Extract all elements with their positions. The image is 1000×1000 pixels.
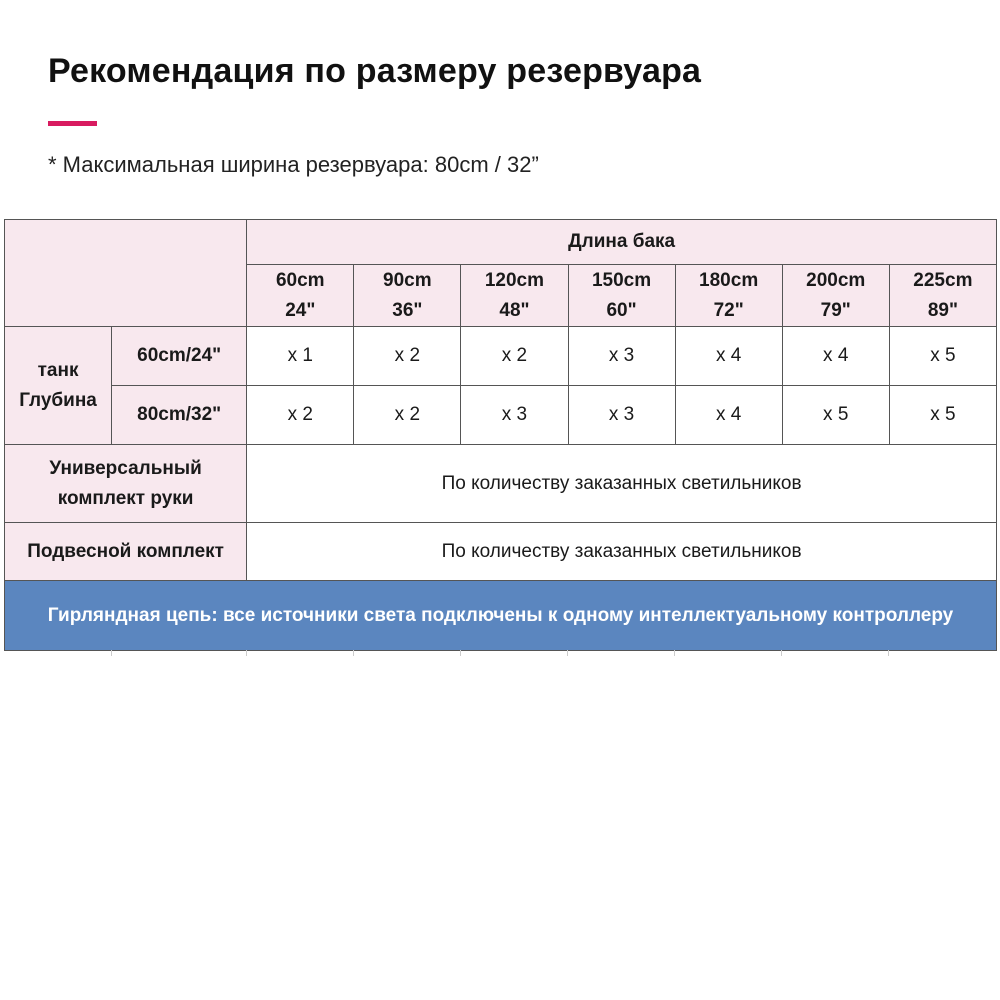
length-header: Длина бака: [247, 220, 997, 265]
quantity-cell: x 1: [247, 327, 354, 386]
arm-kit-value: По количеству заказанных светильников: [247, 445, 997, 523]
length-col-header: 60cm 24": [247, 265, 354, 327]
quantity-cell: x 2: [461, 327, 568, 386]
quantity-cell: x 2: [247, 386, 354, 445]
title-accent-bar: [48, 121, 97, 126]
quantity-cell: x 3: [568, 386, 675, 445]
quantity-cell: x 2: [354, 327, 461, 386]
hanging-kit-label: Подвесной комплект: [5, 523, 247, 581]
table-row: [5, 445, 997, 523]
quantity-cell: x 3: [568, 327, 675, 386]
length-col-header: 120cm 48": [461, 265, 568, 327]
daisy-chain-banner: Гирляндная цепь: все источники света подключены к одному интеллектуальному контроллеру: [5, 581, 997, 651]
table-row: [5, 386, 997, 445]
grid-tail: [4, 650, 997, 656]
max-width-note: * Максимальная ширина резервуара: 80cm / 32”: [48, 152, 539, 177]
table-row: [5, 523, 997, 581]
corner-cell: [5, 220, 247, 327]
length-col-header: 90cm 36": [354, 265, 461, 327]
quantity-cell: x 4: [675, 386, 782, 445]
quantity-cell: x 3: [461, 386, 568, 445]
length-col-header: 150cm 60": [568, 265, 675, 327]
quantity-cell: x 4: [782, 327, 889, 386]
length-col-header: 180cm 72": [675, 265, 782, 327]
tank-size-table: [4, 219, 997, 651]
page-title: Рекомендация по размеру резервуара: [48, 52, 702, 90]
quantity-cell: x 5: [889, 327, 996, 386]
depth-value: 80cm/32": [112, 386, 247, 445]
arm-kit-label: Универсальный комплект руки: [5, 445, 247, 523]
tank-depth-label: танк Глубина: [5, 327, 112, 445]
table-row: [5, 327, 997, 386]
length-col-header: 225cm 89": [889, 265, 996, 327]
quantity-cell: x 2: [354, 386, 461, 445]
depth-value: 60cm/24": [112, 327, 247, 386]
quantity-cell: x 5: [889, 386, 996, 445]
length-col-header: 200cm 79": [782, 265, 889, 327]
quantity-cell: x 5: [782, 386, 889, 445]
quantity-cell: x 4: [675, 327, 782, 386]
hanging-kit-value: По количеству заказанных светильников: [247, 523, 997, 581]
